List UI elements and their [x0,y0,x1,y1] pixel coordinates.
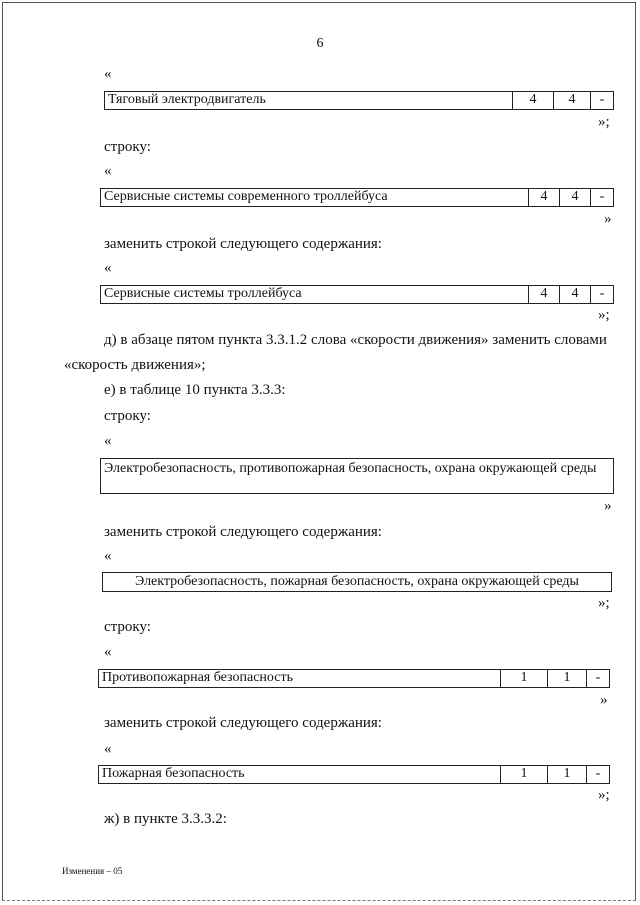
table-row-fire-safety-old [98,669,610,688]
table-row-traction-motor [104,91,614,110]
row-name: Электробезопасность, пожарная безопасность, охрана окружающей среды [135,574,579,589]
row-name: Сервисные системы современного троллейбуса [104,189,388,204]
table-row-fire-safety-new [98,765,610,784]
instruction-zamenit: заменить строкой следующего содержания: [104,524,382,540]
close-quote: »; [598,787,610,803]
instruction-stroku: строку: [104,139,151,155]
open-quote: « [104,548,112,564]
table-row-electrical-safety-new [102,572,612,592]
row-cell-3: - [590,189,613,206]
row-cell-1: 4 [512,92,553,109]
row-cell-3: - [590,92,613,109]
close-quote: » [604,498,612,514]
row-cell-1: 1 [500,766,547,783]
row-name: Тяговый электродвигатель [108,92,266,107]
row-cell-1: 4 [528,286,559,303]
open-quote: « [104,741,112,757]
row-cell-3: - [590,286,613,303]
paragraph-zh: ж) в пункте 3.3.3.2: [104,811,227,827]
footer-revision: Изменения – 05 [62,866,123,876]
open-quote: « [104,644,112,660]
paragraph-e: е) в таблице 10 пункта 3.3.3: [104,382,286,398]
close-quote: »; [598,307,610,323]
close-quote: » [600,692,608,708]
row-cell-3: - [586,766,609,783]
open-quote: « [104,66,112,82]
paragraph-d-line-2: «скорость движения»; [64,357,206,373]
row-cell-3: - [586,670,609,687]
row-name: Пожарная безопасность [102,766,245,781]
open-quote: « [104,260,112,276]
instruction-zamenit: заменить строкой следующего содержания: [104,715,382,731]
row-cell-2: 4 [559,189,590,206]
row-cell-1: 1 [500,670,547,687]
row-cell-2: 4 [559,286,590,303]
bottom-rule [2,900,636,901]
instruction-stroku: строку: [104,408,151,424]
row-name: Сервисные системы троллейбуса [104,286,302,301]
row-cell-2: 1 [547,670,586,687]
close-quote: »; [598,595,610,611]
instruction-zamenit: заменить строкой следующего содержания: [104,236,382,252]
page-number: 6 [316,36,324,51]
table-row-service-systems-modern [100,188,614,207]
close-quote: »; [598,114,610,130]
table-row-service-systems [100,285,614,304]
open-quote: « [104,433,112,449]
row-cell-2: 1 [547,766,586,783]
instruction-stroku: строку: [104,619,151,635]
row-cell-2: 4 [553,92,590,109]
table-row-electrical-safety-old: Электробезопасность, противопожарная безопасность, охрана окружающей среды [100,458,614,494]
paragraph-d-line-1: д) в абзаце пятом пункта 3.3.1.2 слова «скорости движения» заменить словами [104,332,607,348]
open-quote: « [104,163,112,179]
row-name: Противопожарная безопасность [102,670,293,685]
row-cell-1: 4 [528,189,559,206]
close-quote: » [604,211,612,227]
